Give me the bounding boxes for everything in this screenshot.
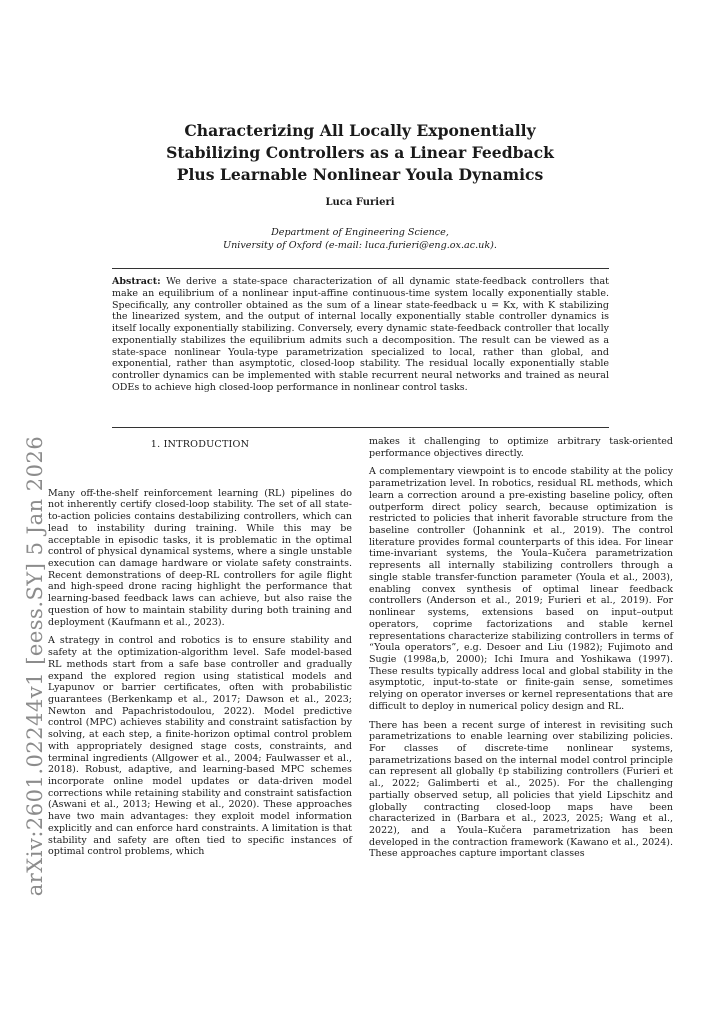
paragraph: There has been a recent surge of interest in revisiting such parametrizations to enable learning over stabilizing policies. For classes of discrete-time nonlinear systems, parametrizations based on the internal model control principle can represent all globally ℓp stabilizing controllers (Furieri et al., 2022; Galimberti et al., 2025). For the challenging partially observed setup, all policies that yield Lipschitz and globally contracting closed-loop maps have been characterized in (Barbara et al., 2023, 2025; Wang et al., 2022), and a Youla–Kučera parametrization has been developed in the contraction framework (Kawano et al., 2024). These approaches capture important classes: [369, 719, 673, 860]
abstract-label: Abstract:: [112, 276, 161, 287]
paragraph: Many off-the-shelf reinforcement learning (RL) pipelines do not inherently certify closed-loop stability. The set of all state-to-action policies contains destabilizing controllers, which can lead to instability during training. While this may be acceptable in episodic tasks, it is problematic in the optimal control of physical dynamical systems, where a single unstable execution can damage hardware or violate safety constraints. Recent demonstrations of deep-RL controllers for agile flight and high-speed drone racing highlight the performance that learning-based feedback laws can achieve, but also raise the question of how to maintain stability during both training and deployment (Kaufmann et al., 2023).: [48, 487, 352, 628]
abstract-text: We derive a state-space characterization of all dynamic state-feedback controllers that make an equilibrium of a nonlinear input-affine continuous-time system locally exponentially stable. Specifically, any controller obtained as the sum of a linear state-feedback u = Kx, with K stabilizing the linearized system, and the output of internal locally exponentially stable controller dynamics is itself locally exponentially stabilizing. Conversely, every dynamic state-feedback controller that locally exponentially stabilizes the equilibrium admits such a decomposition. The result can be viewed as a state-space nonlinear Youla-type parametrization specialized to local, rather than global, and exponential, rather than asymptotic, closed-loop stability. The residual locally exponentially stable controller dynamics can be implemented with stable recurrent neural networks and trained as neural ODEs to achieve high closed-loop performance in nonlinear control tasks.: [112, 276, 609, 393]
abstract-bottom-rule: [112, 427, 609, 428]
affiliation-line: University of Oxford (e-mail: luca.furieri@eng.ox.ac.uk).: [223, 240, 497, 251]
affiliation-line: Department of Engineering Science,: [271, 227, 449, 238]
left-column: [48, 436, 352, 865]
abstract-top-rule: [112, 268, 609, 269]
abstract-block: [112, 276, 609, 394]
author-name: Luca Furieri: [325, 197, 395, 208]
section-heading: 1. INTRODUCTION: [150, 439, 250, 450]
right-column: [369, 436, 673, 867]
arxiv-identifier-stamp[interactable]: arXiv:2601.02244v1 [eess.SY] 5 Jan 2026: [23, 435, 47, 897]
title-line: Characterizing All Locally Exponentially: [184, 121, 536, 140]
paragraph: A complementary viewpoint is to encode stability at the policy parametrization level. In robotics, residual RL methods, which learn a correction around a pre-existing baseline policy, often outperform direct policy search, because optimization is restricted to policies that inherit favorable structure from the baseline controller (Johannink et al., 2019). The control literature provides formal counterparts of this idea. For linear time-invariant systems, the Youla–Kučera parametrization represents all internally stabilizing controllers through a single stable transfer-function parameter (Youla et al., 2003), enabling convex synthesis of optimal linear feedback controllers (Anderson et al., 2019; Furieri et al., 2019). For nonlinear systems, extensions based on input–output operators, coprime factorizations and stable kernel representations characterize stabilizing controllers in terms of “Youla operators”, e.g. Desoer and Liu (1982); Fujimoto and Sugie (1998a,b, 2000); Ichi Imura and Yoshikawa (1997). These results typically address local and global stability in the asymptotic, input-to-state or finite-gain sense, sometimes relying on operator inverses or kernel representations that are difficult to deploy in numerical policy design and RL.: [369, 466, 673, 712]
title-line: Stabilizing Controllers as a Linear Feedback: [166, 143, 554, 162]
author-affiliation: [110, 226, 610, 252]
paper-title: [110, 120, 610, 186]
title-line: Plus Learnable Nonlinear Youla Dynamics: [176, 165, 544, 184]
paragraph: A strategy in control and robotics is to ensure stability and safety at the optimization-algorithm level. Safe model-based RL methods start from a safe base controller and gradually expand the explored region using statistical models and Lyapunov or barrier certificates, often with probabilistic guarantees (Berkenkamp et al., 2017; Dawson et al., 2023; Newton and Papachristodoulou, 2022). Model predictive control (MPC) achieves stability and constraint satisfaction by solving, at each step, a finite-horizon optimal control problem with appropriately designed stage costs, constraints, and terminal ingredients (Allgower et al., 2004; Faulwasser et al., 2018). Robust, adaptive, and learning-based MPC schemes incorporate online model updates or data-driven model corrections while retaining stability and constraint satisfaction (Aswani et al., 2013; Hewing et al., 2020). These approaches have two main advantages: they exploit model information explicitly and can enforce hard constraints. A limitation is that stability and safety are often tied to specific instances of optimal control problems, which: [48, 635, 352, 858]
paragraph: makes it challenging to optimize arbitrary task-oriented performance objectives directly.: [369, 436, 673, 459]
